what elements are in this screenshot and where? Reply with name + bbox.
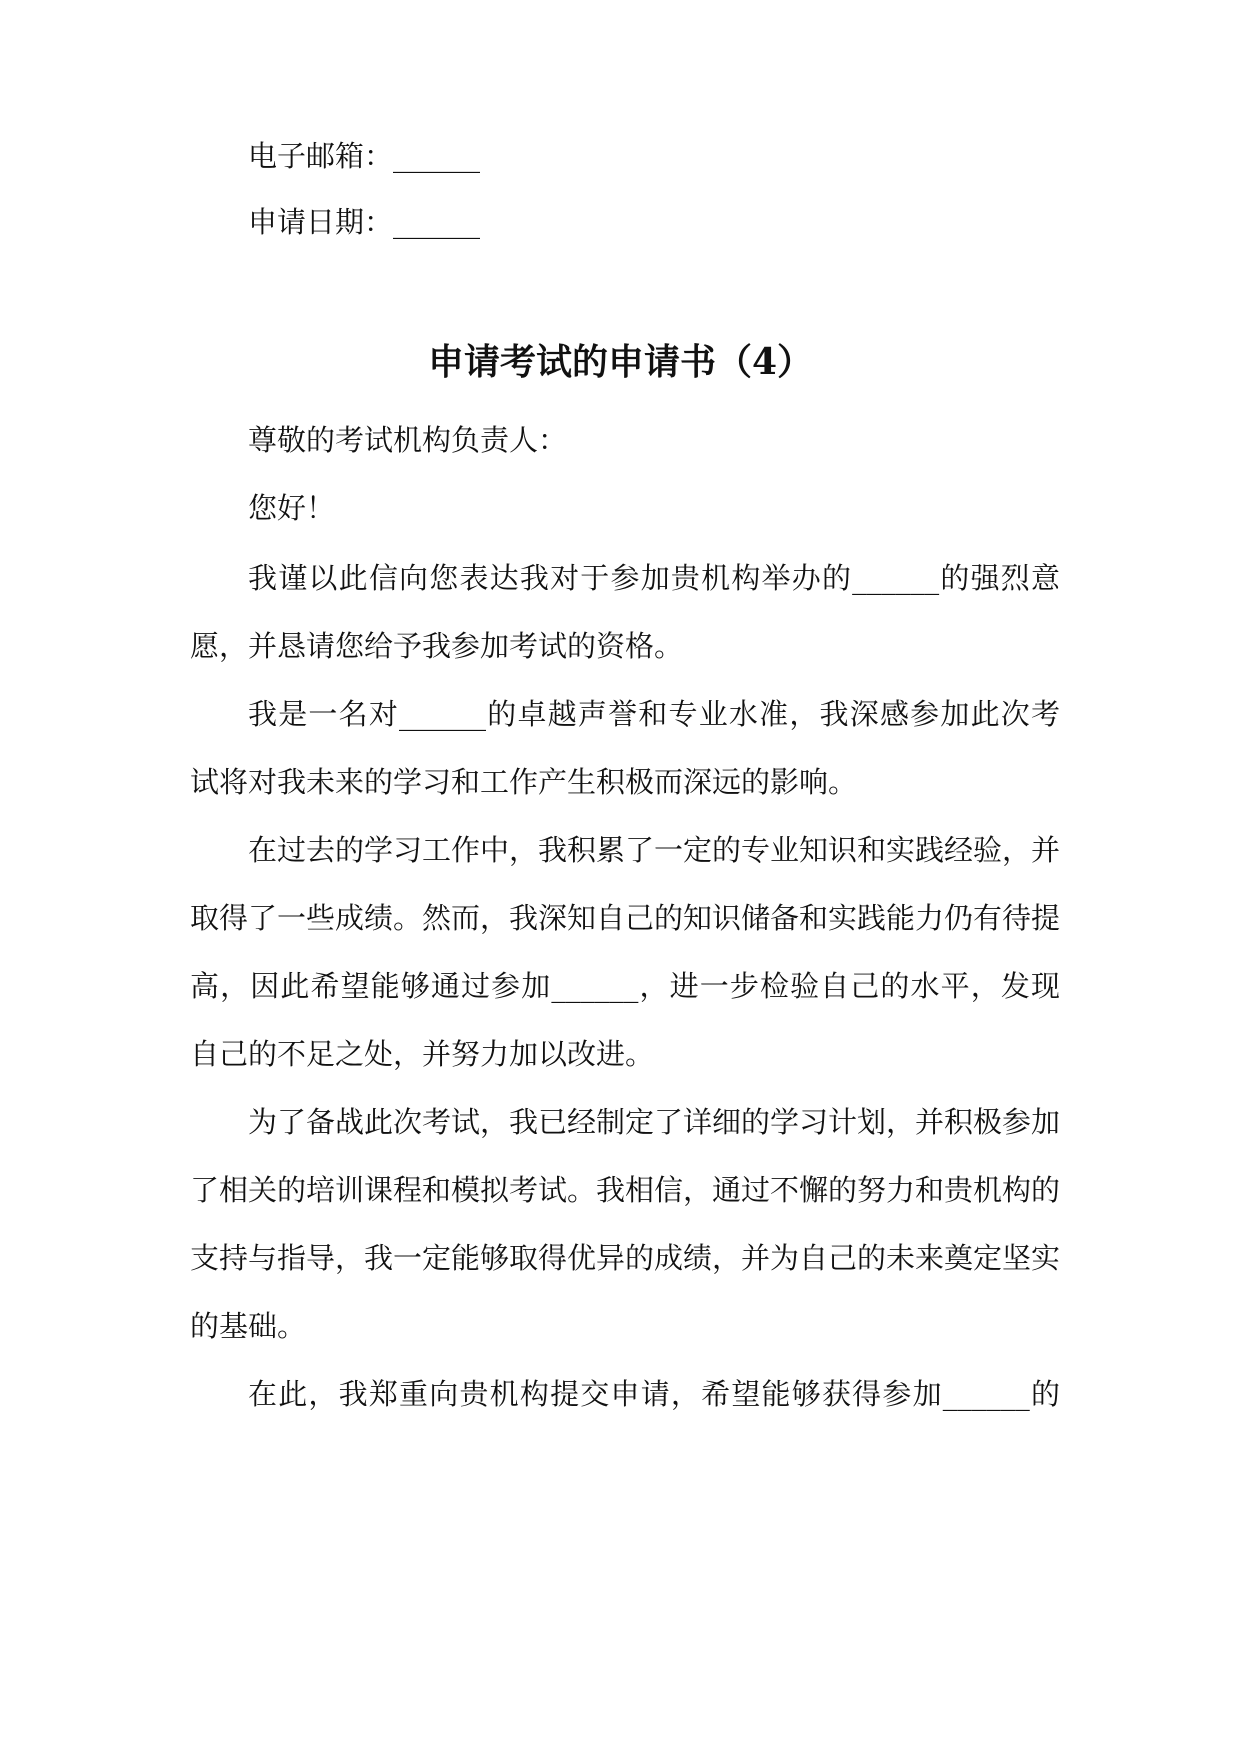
email-line: 电子邮箱：______ bbox=[248, 139, 481, 173]
application-date-line: 申请日期：______ bbox=[248, 205, 481, 239]
paragraph-2-line-2: 试将对我未来的学习和工作产生积极而深远的影响。 bbox=[190, 765, 858, 799]
paragraph-4-line-3: 支持与指导，我一定能够取得优异的成绩，并为自己的未来奠定坚实 bbox=[190, 1241, 1061, 1275]
paragraph-5-line-1: 在此，我郑重向贵机构提交申请，希望能够获得参加______的 bbox=[248, 1377, 1060, 1411]
paragraph-3-line-2: 取得了一些成绩。然而，我深知自己的知识储备和实践能力仍有待提 bbox=[190, 901, 1061, 935]
paragraph-2-line-1: 我是一名对______的卓越声誉和专业水准，我深感参加此次考 bbox=[248, 697, 1060, 731]
paragraph-3-line-4: 自己的不足之处，并努力加以改进。 bbox=[190, 1037, 655, 1071]
salutation: 尊敬的考试机构负责人： bbox=[248, 423, 568, 457]
paragraph-3-line-3: 高，因此希望能够通过参加______，进一步检验自己的水平，发现 bbox=[190, 969, 1060, 1003]
paragraph-4-line-4: 的基础。 bbox=[190, 1309, 307, 1343]
paragraph-3-line-1: 在过去的学习工作中，我积累了一定的专业知识和实践经验，并 bbox=[248, 833, 1061, 867]
paragraph-1-line-1: 我谨以此信向您表达我对于参加贵机构举办的______的强烈意 bbox=[248, 561, 1060, 595]
paragraph-4-line-1: 为了备战此次考试，我已经制定了详细的学习计划，并积极参加 bbox=[248, 1105, 1061, 1139]
document-title: 申请考试的申请书（4） bbox=[427, 341, 814, 383]
greeting: 您好！ bbox=[248, 491, 336, 525]
paragraph-4-line-2: 了相关的培训课程和模拟考试。我相信，通过不懈的努力和贵机构的 bbox=[190, 1173, 1061, 1207]
paragraph-1-line-2: 愿，并恳请您给予我参加考试的资格。 bbox=[190, 629, 684, 663]
